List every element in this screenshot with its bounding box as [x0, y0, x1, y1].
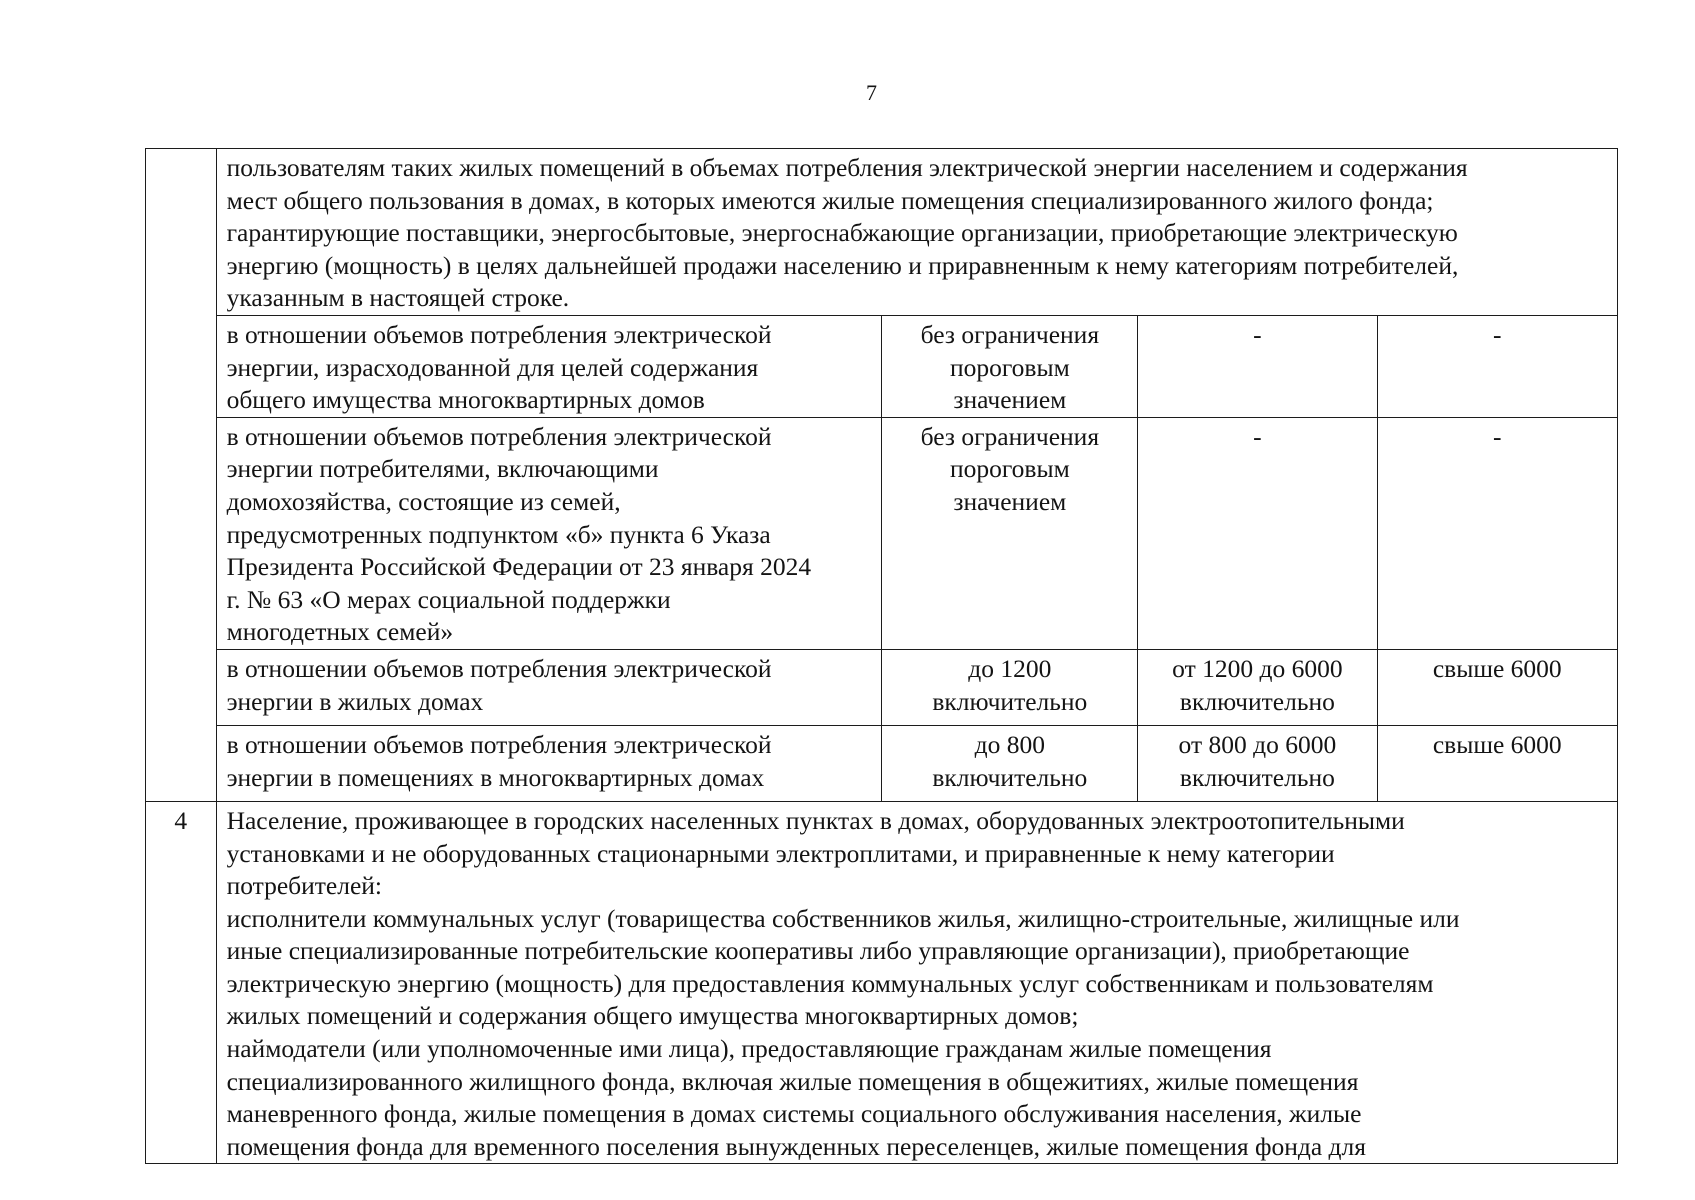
range-cell-1 — [882, 315, 1138, 417]
text-line: энергии потребителями, включающими — [226, 454, 659, 484]
range-cell-2 — [1138, 725, 1377, 801]
text-line: указанным в настоящей строке. — [226, 283, 570, 313]
range-cell-1 — [882, 649, 1138, 725]
table-row — [146, 725, 1618, 801]
text-line: в отношении объемов потребления электрической — [226, 653, 772, 683]
table-row — [146, 417, 1618, 649]
text-line: специализированного жилищного фонда, включая жилые помещения в общежитиях, жилые помещения — [226, 1066, 1359, 1096]
text-line: включительно — [932, 686, 1088, 716]
text-line: в отношении объемов потребления электрической — [226, 729, 772, 759]
text-line: пороговым — [949, 454, 1070, 484]
text-line: пороговым — [949, 352, 1070, 382]
text-line: - — [1493, 421, 1502, 451]
text-line: свыше 6000 — [1432, 729, 1562, 759]
row-number-cell — [146, 149, 217, 802]
text-line: мест общего пользования в домах, в которых имеются жилые помещения специализированного жилого фонда; — [226, 185, 1434, 215]
text-line: электрическую энергию (мощность) для предоставления коммунальных услуг собственникам и пользователям — [226, 968, 1434, 998]
text-line: Население, проживающее в городских населенных пунктах в домах, оборудованных электроотопительными — [226, 805, 1405, 835]
range-cell-1 — [882, 417, 1138, 649]
text-line: от 800 до 6000 — [1178, 729, 1337, 759]
text-line: - — [1253, 421, 1262, 451]
text-line: многодетных семей» — [226, 617, 454, 647]
text-line: до 1200 — [968, 653, 1052, 683]
description-cell — [216, 649, 882, 725]
range-cell-2 — [1138, 417, 1377, 649]
text-line: включительно — [1179, 686, 1335, 716]
range-cell-2 — [1138, 315, 1377, 417]
range-cell-3 — [1377, 315, 1617, 417]
text-line: предусмотренных подпунктом «б» пункта 6 Указа — [226, 519, 771, 549]
range-cell-3 — [1377, 725, 1617, 801]
table-row — [146, 315, 1618, 417]
tariff-table — [145, 148, 1618, 1164]
table-row-4 — [146, 801, 1618, 1164]
text-line: включительно — [1179, 762, 1335, 792]
text-line: домохозяйства, состоящие из семей, — [226, 486, 621, 516]
page-number: 7 — [866, 80, 877, 105]
consumer-category-cell — [216, 801, 1617, 1164]
range-cell-2 — [1138, 649, 1377, 725]
table-row — [146, 649, 1618, 725]
description-cell — [216, 725, 882, 801]
text-line: - — [1493, 319, 1502, 349]
text-line: пользователям таких жилых помещений в объемах потребления электрической энергии населением и содержания — [226, 153, 1468, 182]
text-line: гарантирующие поставщики, энергосбытовые, энергоснабжающие организации, приобретающие электрическую — [226, 218, 1458, 248]
text-line: г. № 63 «О мерах социальной поддержки — [226, 584, 671, 614]
text-line: без ограничения — [920, 319, 1100, 349]
text-line: установками и не оборудованных стационарными электроплитами, и приравненные к нему категории — [226, 838, 1335, 868]
text-line: жилых помещений и содержания общего имущества многоквартирных домов; — [226, 1001, 1079, 1031]
range-cell-3 — [1377, 417, 1617, 649]
text-line: энергии, израсходованной для целей содержания — [226, 352, 759, 382]
text-line: энергию (мощность) в целях дальнейшей продажи населению и приравненным к нему категориям потребителей, — [226, 250, 1459, 280]
description-cell — [216, 315, 882, 417]
range-cell-3 — [1377, 649, 1617, 725]
text-line: до 800 — [974, 729, 1046, 759]
description-cell — [216, 417, 882, 649]
text-line: иные специализированные потребительские кооперативы либо управляющие организации), приобретающие — [226, 936, 1410, 966]
text-line: в отношении объемов потребления электрической — [226, 319, 772, 349]
text-line: энергии в помещениях в многоквартирных домах — [226, 762, 765, 792]
text-line: без ограничения — [920, 421, 1100, 451]
row-number-cell: 4 — [146, 801, 217, 1164]
text-line: включительно — [932, 762, 1088, 792]
text-line: маневренного фонда, жилые помещения в домах системы социального обслуживания населения, жилые — [226, 1099, 1362, 1129]
text-line: значением — [953, 385, 1067, 415]
text-line: значением — [953, 486, 1067, 516]
text-line: Президента Российской Федерации от 23 января 2024 — [226, 552, 812, 582]
text-line: энергии в жилых домах — [226, 686, 484, 716]
text-line: потребителей: — [226, 871, 383, 901]
range-cell-1 — [882, 725, 1138, 801]
text-line: наймодатели (или уполномоченные ими лица), предоставляющие гражданам жилые помещения — [226, 1034, 1272, 1064]
text-line: исполнители коммунальных услуг (товарищества собственников жилья, жилищно-строительные, жилищные или — [226, 903, 1460, 933]
text-line: в отношении объемов потребления электрической — [226, 421, 772, 451]
text-line: от 1200 до 6000 — [1172, 653, 1343, 683]
text-line: помещения фонда для временного поселения вынужденных переселенцев, жилые помещения фонда для — [226, 1131, 1366, 1161]
text-line: свыше 6000 — [1432, 653, 1562, 683]
text-line: общего имущества многоквартирных домов — [226, 385, 705, 415]
table-row-continued — [146, 149, 1618, 316]
text-line: - — [1253, 319, 1262, 349]
consumer-category-cell — [216, 149, 1617, 316]
